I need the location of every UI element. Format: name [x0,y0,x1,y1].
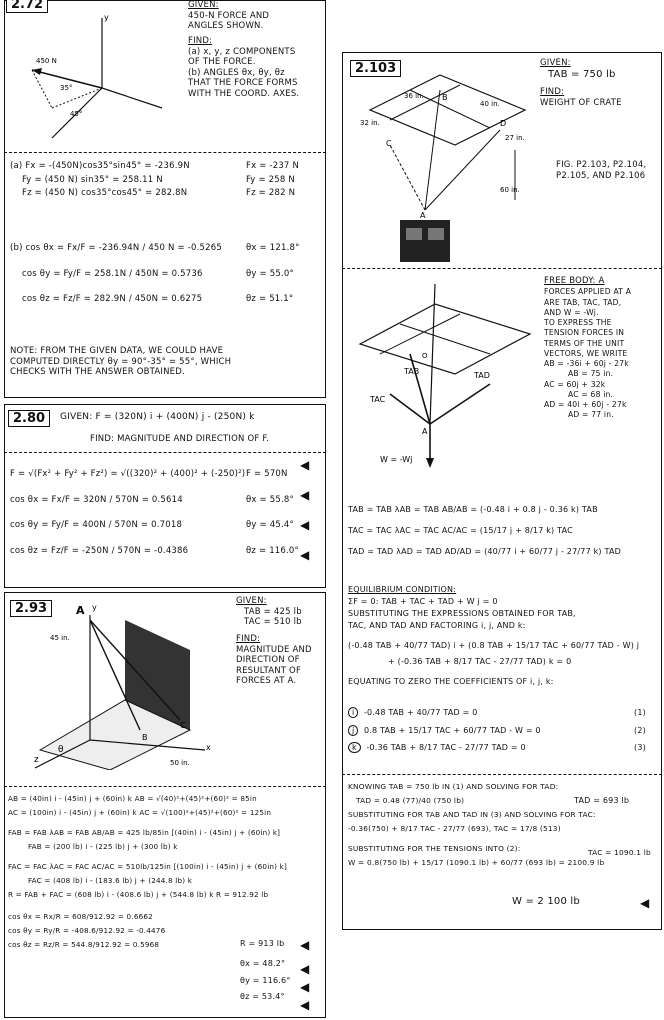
solution-line: cos θy = Fy/F = 258.1N / 450N = 0.5736 [22,268,203,279]
dimension-label: 32 in. [360,119,380,127]
equilibrium-title: EQUILIBRIUM CONDITION: [348,585,457,594]
result: θz = 116.0° [246,545,299,556]
point-label: D [500,119,507,128]
crate-figure-2-103 [350,70,530,270]
solution-line: F = √(Fx² + Fy² + Fz²) = √((320)² + (400)² + (-250)²) [10,469,246,479]
result: θz = 51.1° [246,294,294,304]
result: R = 913 lb [240,939,285,948]
problem-number: 2.103 [350,60,401,77]
equation-line: TAC = TAC λAC = TAC AC/AC = (15/17 j + 8/17 k) TAC [348,525,573,535]
wall-figure-2-93 [30,600,220,770]
fbd-line: TO EXPRESS THE [544,318,612,328]
find-line: (a) x, y, z COMPONENTS [188,46,296,57]
problem-number: 2.80 [8,410,50,427]
solution-line: FAC = FAC λAC = FAC AC/AC = 510lb/125in [(100in) i - (45in) j + (60in) k] [8,862,288,872]
text-line: EQUATING TO ZERO THE COEFFICIENTS OF i, j, k: [348,677,554,686]
note-line: COMPUTED DIRECTLY θy = 90°-35° = 55°, WHICH [10,356,232,367]
solution-line: Fy = (450 N) sin35° = 258.11 N [22,174,163,185]
find-line: DIRECTION OF [236,655,300,666]
svg-text:y: y [104,13,109,22]
point-label: B [142,733,148,742]
text-line: SUBSTITUTING FOR TAB AND TAD IN (3) AND SOLVING FOR TAC: [348,810,596,820]
fbd-line: TENSION FORCES IN [544,328,625,338]
find-line: (b) ANGLES θx, θy, θz [188,67,285,78]
fbd-line: ARE TAB, TAC, TAD, [544,297,622,307]
dimension-label: 60 in. [500,186,520,194]
dimension-label: 27 in. [505,134,525,142]
given-line: TAB = 425 lb [244,606,302,617]
solution-line: cos θy = Ry/R = -408.6/912.92 = -0.4476 [8,926,166,936]
equation-number: (3) [634,743,646,753]
equation-line: ΣF = 0: TAB + TAC + TAD + W j = 0 [348,597,498,606]
note-line: CHECKS WITH THE ANSWER OBTAINED. [10,367,185,378]
answer-arrow-icon: ◀ [300,938,310,952]
divider [342,774,662,775]
point-a-label: A [76,604,85,617]
force-label: TAC [370,395,386,404]
find-line: FORCES AT A. [236,676,297,687]
find-line: WEIGHT OF CRATE [540,97,622,108]
equation-number: (1) [634,708,646,717]
fbd-line: AND W = -Wj. [544,307,599,317]
point-label: C [180,721,186,730]
solution-line: FAB = (200 lb) i - (225 lb) j + (300 lb) k [28,842,178,852]
solution-line: cos θz = Fz/F = -250N / 570N = -0.4386 [10,545,189,556]
fbd-line: AC = 60j + 32k [544,379,606,389]
result: TAC = 1090.1 lb [588,848,651,857]
result: Fx = -237 N [246,161,299,171]
equation-line: TAD = TAD λAD = TAD AD/AD = (40/77 i + 60/77 j - 27/77 k) TAD [348,546,621,556]
text-line: KNOWING TAB = 750 lb IN (1) AND SOLVING FOR TAD: [348,782,559,791]
force-label: TAB [404,367,420,376]
result: θy = 116.6° [240,975,291,985]
result: θy = 45.4° [246,520,294,530]
given-label: GIVEN: [236,596,267,606]
find-line: RESULTANT OF [236,665,302,676]
result: θx = 55.8° [246,494,294,505]
given-line: TAB = 750 lb [548,68,616,80]
equation: -0.36 TAB + 8/17 TAC - 27/77 TAD = 0 [366,743,526,753]
note-line: NOTE: FROM THE GIVEN DATA, WE COULD HAVE [10,346,224,356]
solution-line: cos θx = Rx/R = 608/912.92 = 0.6662 [8,912,153,922]
find-label: FIND: [236,633,261,644]
text-line: TAC, AND TAD AND FACTORING i, j, AND k: [348,621,526,630]
fbd-line: AB = 75 in. [568,369,614,379]
find-line: THAT THE FORCE FORMS [188,78,298,89]
result: W = 2 100 lb [512,896,580,907]
svg-text:450 N: 450 N [36,57,57,65]
axis-label: y [92,603,97,612]
given-label: GIVEN: [540,58,571,68]
solution-line: FAC = (408 lb) i - (183.6 lb) j + (244.8 lb) k [28,876,193,886]
text-line: SUBSTITUTING FOR THE TENSIONS INTO (2): [348,844,521,854]
find-label: FIND: [540,87,565,98]
free-body-diagram [350,274,540,474]
point-label: A [422,427,428,436]
result: θx = 121.8° [246,243,300,253]
force-label: W = -Wj [380,455,413,464]
fbd-line: AD = 40i + 60j - 27k [544,400,627,410]
answer-arrow-icon: ◀ [300,488,310,502]
point-label: B [442,93,448,102]
coefficient-label: k [348,742,361,753]
result: Fy = 258 N [246,174,295,185]
solution-line: AB = (40in) i - (45in) j + (60in) k AB = √(40)²+(45)²+(60)² = 85in [8,794,257,803]
figure-reference: P2.105, AND P2.106 [556,170,646,181]
given-line: GIVEN: F = (320N) i + (400N) j - (250N) k [60,412,255,422]
given-line: 450-N FORCE AND [188,10,270,21]
find-line: OF THE FORCE. [188,57,256,68]
solution-line: cos θz = Rz/R = 544.8/912.92 = 0.5968 [8,940,160,950]
solution-line: cos θx = Fx/F = 320N / 570N = 0.5614 [10,494,183,505]
point-label: C [386,139,392,148]
solution-line: cos θz = Fz/F = 282.9N / 450N = 0.6275 [22,294,203,304]
result: θz = 53.4° [240,992,285,1002]
result: TAD = 693 lb [574,796,630,805]
answer-arrow-icon: ◀ [300,980,310,994]
svg-text:35°: 35° [60,84,73,92]
equation: 0.8 TAB + 15/17 TAC + 60/77 TAD - W = 0 [363,725,541,735]
given-line: TAC = 510 lb [244,617,302,628]
axis-label: x [206,743,211,752]
coefficient-label: j [348,725,358,736]
divider [342,268,662,269]
solution-line: AC = (100in) i - (45in) j + (60in) k AC = √(100)²+(45)²+(60)² = 125in [8,808,272,818]
answer-arrow-icon: ◀ [300,962,310,976]
equation-line: + (-0.36 TAB + 8/17 TAC - 27/77 TAD) k = 0 [388,657,572,666]
fbd-line: AB = -36i + 60j - 27k [544,359,629,369]
force-label: TAD [474,371,490,380]
answer-arrow-icon: ◀ [300,458,310,472]
answer-arrow-icon: ◀ [640,896,650,910]
find-line: FIND: MAGNITUDE AND DIRECTION OF F. [90,434,269,444]
solution-line: FAB = FAB λAB = FAB AB/AB = 425 lb/85in [(40in) i - (45in) j + (60in) k] [8,828,281,838]
coordinate-figure-2-72 [12,8,172,148]
fbd-line: AC = 68 in. [568,389,614,399]
given-label: GIVEN: [188,0,219,10]
fbd-line: TERMS OF THE UNIT [544,338,625,348]
axis-label: z [34,755,39,765]
equation-number: (2) [634,725,646,735]
dimension-label: 36 in. [404,92,424,100]
problem-number: 2.93 [10,600,52,617]
fbd-line: VECTORS, WE WRITE [544,348,628,358]
fbd-title: FREE BODY: A [544,276,605,286]
text-line: SUBSTITUTING THE EXPRESSIONS OBTAINED FOR TAB, [348,609,576,618]
equation-line: W = 0.8(750 lb) + 15/17 (1090.1 lb) + 60/77 (693 lb) = 2100.9 lb [348,858,605,868]
angle-label: θ [58,745,64,755]
point-label: A [420,211,426,220]
fbd-line: FORCES APPLIED AT A [544,287,632,297]
svg-text:45°: 45° [70,110,83,118]
find-line: WITH THE COORD. AXES. [188,89,300,99]
coefficient-label: i [348,707,358,718]
problem-number: 2.72 [6,0,48,13]
answer-arrow-icon: ◀ [300,998,310,1012]
divider [4,452,326,453]
figure-reference: FIG. P2.103, P2.104, [556,160,647,170]
solution-line: Fz = (450 N) cos35°cos45° = 282.8N [22,188,188,199]
solution-line: (a) Fx = -(450N)cos35°sin45° = -236.9N [10,161,190,171]
solution-line: R = FAB + FAC = (608 lb) i - (408.6 lb) j + (544.8 lb) k R = 912.92 lb [8,890,269,900]
find-label: FIND: [188,35,213,46]
answer-arrow-icon: ◀ [300,518,310,532]
result: θx = 48.2° [240,959,286,969]
dimension-label: 50 in. [170,759,190,767]
result: Fz = 282 N [246,188,296,199]
dimension-label: 40 in. [480,100,500,108]
answer-arrow-icon: ◀ [300,548,310,562]
equation-line: TAB = TAB λAB = TAB AB/AB = (-0.48 i + 0.8 j - 0.36 k) TAB [348,505,598,514]
solution-line: cos θy = Fy/F = 400N / 570N = 0.7018 [10,520,183,530]
point-label: O [422,352,428,360]
given-line: ANGLES SHOWN. [188,21,264,32]
result: F = 570N [246,469,288,479]
equation: -0.48 TAB + 40/77 TAD = 0 [363,708,478,717]
result: θy = 55.0° [246,268,294,279]
equation-line: TAD = 0.48 (77)/40 (750 lb) [356,796,465,806]
equation-line: -0.36(750) + 8/17 TAC - 27/77 (693), TAC = 17/8 (513) [348,824,561,834]
equation-line: (-0.48 TAB + 40/77 TAD) i + (0.8 TAB + 15/17 TAC + 60/77 TAD - W) j [348,641,640,650]
divider [4,786,326,787]
find-line: MAGNITUDE AND [236,644,312,655]
dimension-label: 45 in. [50,634,70,642]
fbd-line: AD = 77 in. [568,410,614,420]
divider [4,152,326,153]
solution-line: (b) cos θx = Fx/F = -236.94N / 450 N = -0.5265 [10,243,222,253]
